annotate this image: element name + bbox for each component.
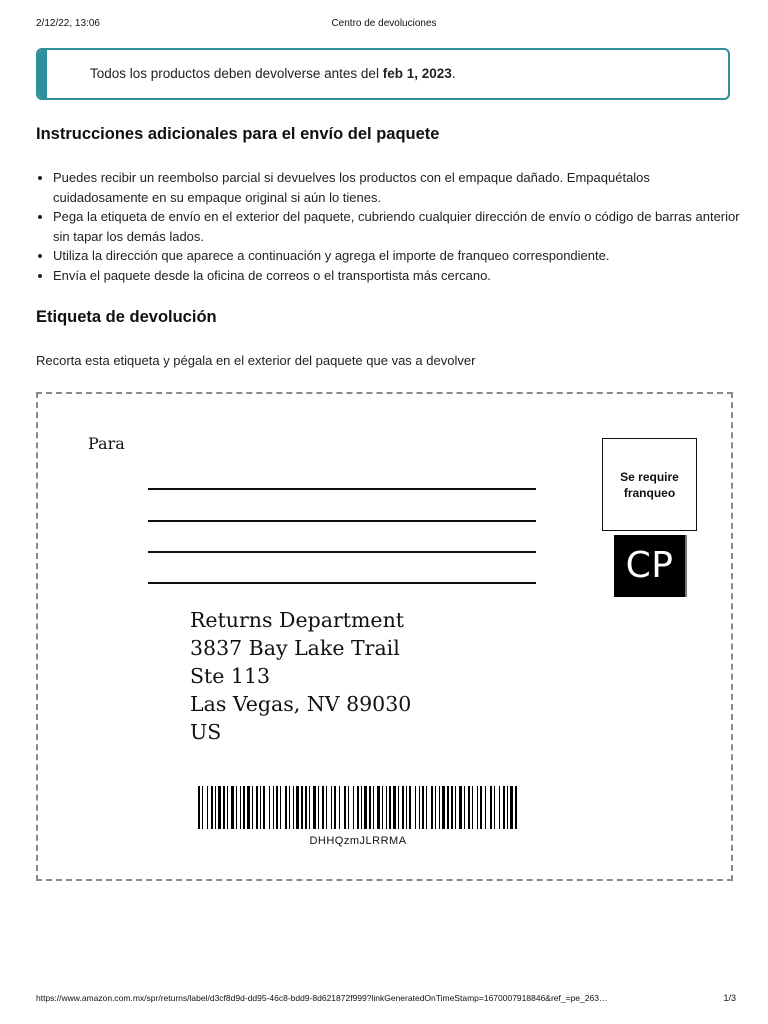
alert-deadline-date: feb 1, 2023 [382,66,452,81]
instruction-item: • Utiliza la dirección que aparece a continuación y agrega el importe de franqueo correspondiente. [53,246,743,266]
barcode-bar [293,786,294,829]
barcode-bar [227,786,228,829]
barcode-bar [510,786,513,829]
alert-text-before: Todos los productos deben devolverse antes del [90,66,383,81]
barcode-bar [369,786,371,829]
barcode-bar [313,786,316,829]
barcode-bar [503,786,505,829]
barcode-bar [276,786,278,829]
barcode-bar [296,786,299,829]
barcode-bar [301,786,303,829]
barcode-bar [260,786,261,829]
shipping-instructions-title: Instrucciones adicionales para el envío del paquete [36,125,440,143]
barcode-bar [344,786,346,829]
barcode-bar [377,786,380,829]
alert-text-after: . [451,66,456,81]
barcode-bar [361,786,362,829]
barcode-bar [331,786,332,829]
barcode-bar [339,786,340,829]
barcode-bar [477,786,478,829]
barcode-bar [393,786,396,829]
shipping-instructions-list [36,168,743,285]
barcode-bar [269,786,270,829]
address-line: US [190,720,222,744]
return-label-instruction: Recorta esta etiqueta y pégala en el exterior del paquete que vas a devolver [36,353,476,368]
barcode-bar [207,786,208,829]
address-line: Ste 113 [190,664,271,688]
barcode-bar [364,786,367,829]
barcode-bar [459,786,462,829]
print-header [0,18,768,32]
instruction-item: • Envía el paquete desde la oficina de correos o el transportista más cercano. [53,266,743,286]
barcode-bar [494,786,495,829]
barcode-bar [322,786,324,829]
barcode-bar [406,786,407,829]
barcode-bar [490,786,492,829]
barcode-bar [398,786,399,829]
address-line: Returns Department [190,608,405,632]
barcode-bar [382,786,383,829]
barcode-bar [236,786,237,829]
barcode-bar [447,786,449,829]
barcode-bar [318,786,319,829]
barcode-bar [499,786,500,829]
barcode-bar [435,786,436,829]
barcode-bar [202,786,203,829]
postage-stamp-box [602,438,697,531]
return-shipping-label [36,392,733,881]
barcode-bar [415,786,416,829]
address-write-line [148,488,536,490]
barcode-bar [309,786,310,829]
barcode-bar [402,786,404,829]
barcode-bar [280,786,281,829]
print-page-title: Centro de devoluciones [331,18,437,29]
barcode-bar [442,786,445,829]
barcode-bar [243,786,245,829]
page-url: https://www.amazon.com.mx/spr/returns/label/d3cf8d9d-dd95-46c8-bdd9-8d621872f999?linkGeneratedOnTimeStamp=1670007918846&ref_=pe_263… [36,993,608,1003]
alert-message [90,66,456,81]
barcode-bar [464,786,465,829]
barcode-bar [305,786,307,829]
shipment-barcode [198,786,518,829]
barcode-bar [455,786,456,829]
print-date: 2/12/22, 13:06 [36,18,100,29]
barcode-bar [231,786,234,829]
barcode-bar [334,786,336,829]
barcode-bar [218,786,221,829]
postage-required-text: Se require franqueo [620,469,679,500]
barcode-bar [451,786,453,829]
barcode-bar [223,786,225,829]
address-write-line [148,582,536,584]
barcode-bar [289,786,290,829]
barcode-bar [386,786,387,829]
barcode-bar [256,786,258,829]
barcode-bar [326,786,327,829]
barcode-bar [215,786,216,829]
barcode-code-text: DHHQzmJLRRMA [309,835,407,847]
barcode-bar [357,786,359,829]
barcode-bar [348,786,349,829]
barcode-bar [507,786,508,829]
barcode-bar [353,786,354,829]
address-write-line [148,520,536,522]
barcode-bar [389,786,391,829]
return-deadline-alert [36,48,730,100]
barcode-bar [285,786,287,829]
barcode-bar [480,786,482,829]
barcode-bar [485,786,486,829]
address-write-line [148,551,536,553]
barcode-bar [373,786,374,829]
barcode-bar [422,786,424,829]
instruction-item: • Pega la etiqueta de envío en el exterior del paquete, cubriendo cualquier dirección de envío o código de barras anterior sin tapar los demás lados. [53,207,743,246]
page-number: 1/3 [723,993,736,1003]
address-line: 3837 Bay Lake Trail [190,636,400,660]
barcode-bar [468,786,470,829]
barcode-bar [409,786,411,829]
barcode-bar [515,786,517,829]
barcode-bar [419,786,420,829]
barcode-bar [252,786,253,829]
barcode-bar [431,786,433,829]
recipient-label: Para [88,434,125,453]
return-label-title: Etiqueta de devolución [36,308,217,326]
barcode-bar [273,786,274,829]
barcode-bar [198,786,200,829]
return-address [190,606,411,746]
barcode-bar [240,786,241,829]
barcode-bar [426,786,427,829]
print-footer [0,993,768,1007]
barcode-bar [211,786,213,829]
correos-de-mexico-logo: CP [614,535,687,597]
barcode-bar [472,786,473,829]
barcode-bar [247,786,250,829]
alert-accent-bar [38,50,47,98]
address-line: Las Vegas, NV 89030 [190,692,412,716]
instruction-item: • Puedes recibir un reembolso parcial si devuelves los productos con el empaque dañado. Empaquétalos cuidadosamente en su empaque original si aún lo tienes. [53,168,743,207]
barcode-bar [439,786,440,829]
barcode-bar [263,786,265,829]
